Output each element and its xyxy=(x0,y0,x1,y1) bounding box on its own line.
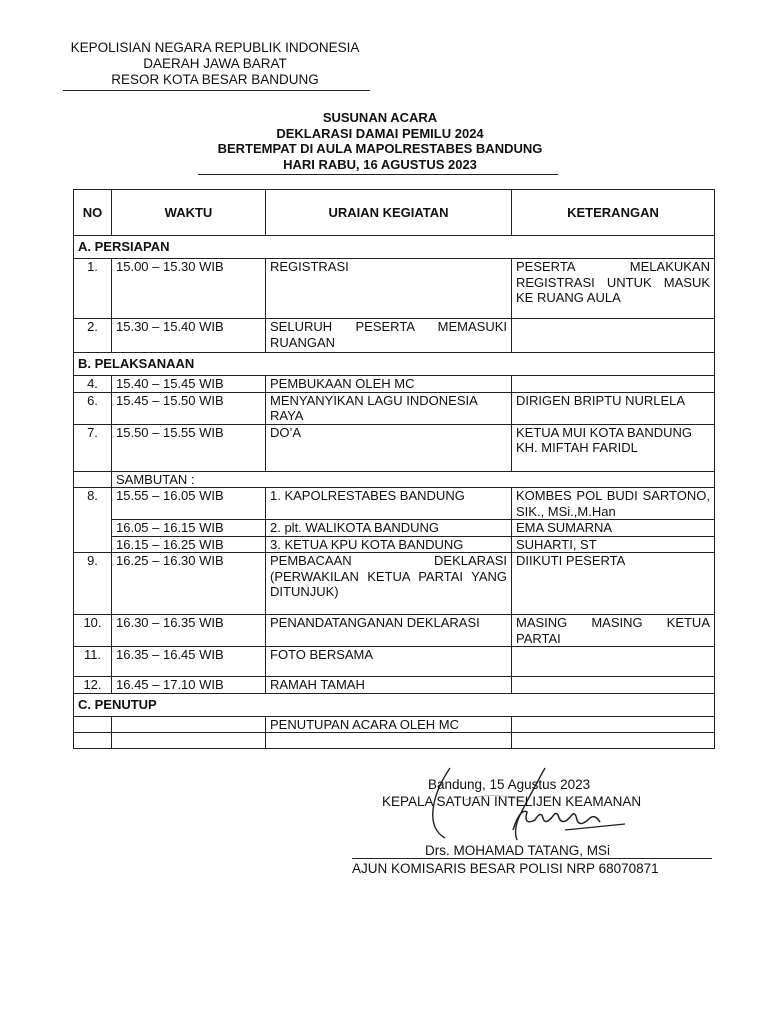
table-row xyxy=(74,259,715,319)
title-line-2: DEKLARASI DAMAI PEMILU 2024 xyxy=(276,125,484,141)
table-row xyxy=(74,716,715,733)
signature-position: KEPALA SATUAN INTELIJEN KEAMANAN xyxy=(382,794,642,809)
section-b: B. PELAKSANAAN xyxy=(74,353,715,376)
cell-ket: DIIKUTI PESERTA xyxy=(512,553,715,615)
table-row xyxy=(74,319,715,353)
cell-uraian xyxy=(266,733,512,749)
document-title xyxy=(190,110,570,172)
cell-waktu: 15.55 – 16.05 WIB xyxy=(112,488,266,520)
cell-waktu: 16.35 – 16.45 WIB xyxy=(112,647,266,677)
section-row xyxy=(74,353,715,376)
header-no: NO xyxy=(74,190,112,236)
cell-ket: DIRIGEN BRIPTU NURLELA xyxy=(512,392,715,424)
cell-waktu: 16.05 – 16.15 WIB xyxy=(112,520,266,537)
cell-ket: PESERTA MELAKUKAN REGISTRASI UNTUK MASUK KE RUANG AULA xyxy=(512,259,715,319)
table-header-row xyxy=(74,190,715,236)
table-row xyxy=(74,392,715,424)
section-a: A. PERSIAPAN xyxy=(74,236,715,259)
cell-uraian: PENANDATANGANAN DEKLARASI xyxy=(266,615,512,647)
signature-rank: AJUN KOMISARIS BESAR POLISI NRP 68070871 xyxy=(352,861,659,876)
cell-uraian: DO’A xyxy=(266,424,512,471)
cell-waktu: 15.40 – 15.45 WIB xyxy=(112,376,266,393)
cell-uraian: REGISTRASI xyxy=(266,259,512,319)
cell-no xyxy=(74,471,112,488)
cell-uraian: SELURUH PESERTA MEMASUKI RUANGAN xyxy=(266,319,512,353)
cell-uraian: 1. KAPOLRESTABES BANDUNG xyxy=(266,488,512,520)
cell-waktu: 15.45 – 15.50 WIB xyxy=(112,392,266,424)
cell-ket xyxy=(512,376,715,393)
cell-no: 12. xyxy=(74,677,112,694)
cell-waktu: 16.25 – 16.30 WIB xyxy=(112,553,266,615)
table-row xyxy=(74,536,715,553)
cell-no: 11. xyxy=(74,647,112,677)
cell-ket xyxy=(512,319,715,353)
cell-waktu: 16.15 – 16.25 WIB xyxy=(112,536,266,553)
cell-ket xyxy=(512,424,715,471)
cell-uraian: RAMAH TAMAH xyxy=(266,677,512,694)
letterhead-line-2: DAERAH JAWA BARAT xyxy=(143,56,287,71)
cell-ket: MASING MASING KETUA PARTAI xyxy=(512,615,715,647)
cell-uraian: PEMBUKAAN OLEH MC xyxy=(266,376,512,393)
table-row xyxy=(74,488,715,520)
cell-no: 7. xyxy=(74,424,112,471)
cell-waktu xyxy=(112,733,266,749)
cell-uraian: FOTO BERSAMA xyxy=(266,647,512,677)
title-line-1: SUSUNAN ACARA xyxy=(322,110,438,125)
table-row xyxy=(74,647,715,677)
section-row xyxy=(74,693,715,716)
cell-no: 8. xyxy=(74,488,112,553)
cell-waktu xyxy=(112,716,266,733)
table-row xyxy=(74,520,715,537)
cell-no: 1. xyxy=(74,259,112,319)
cell-no: 6. xyxy=(74,392,112,424)
cell-uraian: PENUTUPAN ACARA OLEH MC xyxy=(266,716,512,733)
cell-uraian: 2. plt. WALIKOTA BANDUNG xyxy=(266,520,512,537)
cell-no: 9. xyxy=(74,553,112,615)
title-line-3: BERTEMPAT DI AULA MAPOLRESTABES BANDUNG xyxy=(217,141,543,156)
section-c: C. PENUTUP xyxy=(74,693,715,716)
table-row xyxy=(74,615,715,647)
table-row xyxy=(74,733,715,749)
cell-ket-line-2: KH. MIFTAH FARIDL xyxy=(516,440,638,455)
table-row xyxy=(74,677,715,694)
cell-ket: EMA SUMARNA xyxy=(512,520,715,537)
cell-no xyxy=(74,716,112,733)
cell-no: 2. xyxy=(74,319,112,353)
title-underline xyxy=(198,174,558,175)
signature-name: Drs. MOHAMAD TATANG, MSi xyxy=(425,843,610,858)
cell-ket xyxy=(512,716,715,733)
table-row xyxy=(74,376,715,393)
cell-ket xyxy=(512,677,715,694)
letterhead-line-3: RESOR KOTA BESAR BANDUNG xyxy=(111,72,319,87)
section-row xyxy=(74,236,715,259)
cell-ket xyxy=(512,733,715,749)
cell-no xyxy=(74,733,112,749)
sambutan-label: SAMBUTAN : xyxy=(112,471,715,488)
cell-waktu: 16.30 – 16.35 WIB xyxy=(112,615,266,647)
table-row xyxy=(74,471,715,488)
table-row xyxy=(74,424,715,471)
cell-ket xyxy=(512,647,715,677)
table-row xyxy=(74,553,715,615)
cell-ket: SUHARTI, ST xyxy=(512,536,715,553)
header-keterangan: KETERANGAN xyxy=(512,190,715,236)
signature-underline xyxy=(352,858,712,859)
cell-uraian: MENYANYIKAN LAGU INDONESIA RAYA xyxy=(266,392,512,424)
cell-uraian: PEMBACAAN DEKLARASI (PERWAKILAN KETUA PARTAI YANG DITUNJUK) xyxy=(266,553,512,615)
cell-no: 4. xyxy=(74,376,112,393)
header-waktu: WAKTU xyxy=(112,190,266,236)
letterhead-underline xyxy=(63,90,370,91)
cell-ket: KOMBES POL BUDI SARTONO, SIK., MSi.,M.Han xyxy=(512,488,715,520)
letterhead-line-1: KEPOLISIAN NEGARA REPUBLIK INDONESIA xyxy=(70,40,360,55)
cell-waktu: 15.00 – 15.30 WIB xyxy=(112,259,266,319)
cell-uraian: 3. KETUA KPU KOTA BANDUNG xyxy=(266,536,512,553)
cell-waktu: 16.45 – 17.10 WIB xyxy=(112,677,266,694)
header-uraian: URAIAN KEGIATAN xyxy=(266,190,512,236)
cell-ket-line: KETUA MUI KOTA BANDUNG xyxy=(516,424,693,440)
signature-place-date: Bandung, 15 Agustus 2023 xyxy=(428,777,591,792)
schedule-table xyxy=(73,189,715,749)
cell-waktu: 15.50 – 15.55 WIB xyxy=(112,424,266,471)
title-line-4: HARI RABU, 16 AGUSTUS 2023 xyxy=(283,156,477,172)
cell-waktu: 15.30 – 15.40 WIB xyxy=(112,319,266,353)
cell-no: 10. xyxy=(74,615,112,647)
letterhead xyxy=(60,40,370,88)
